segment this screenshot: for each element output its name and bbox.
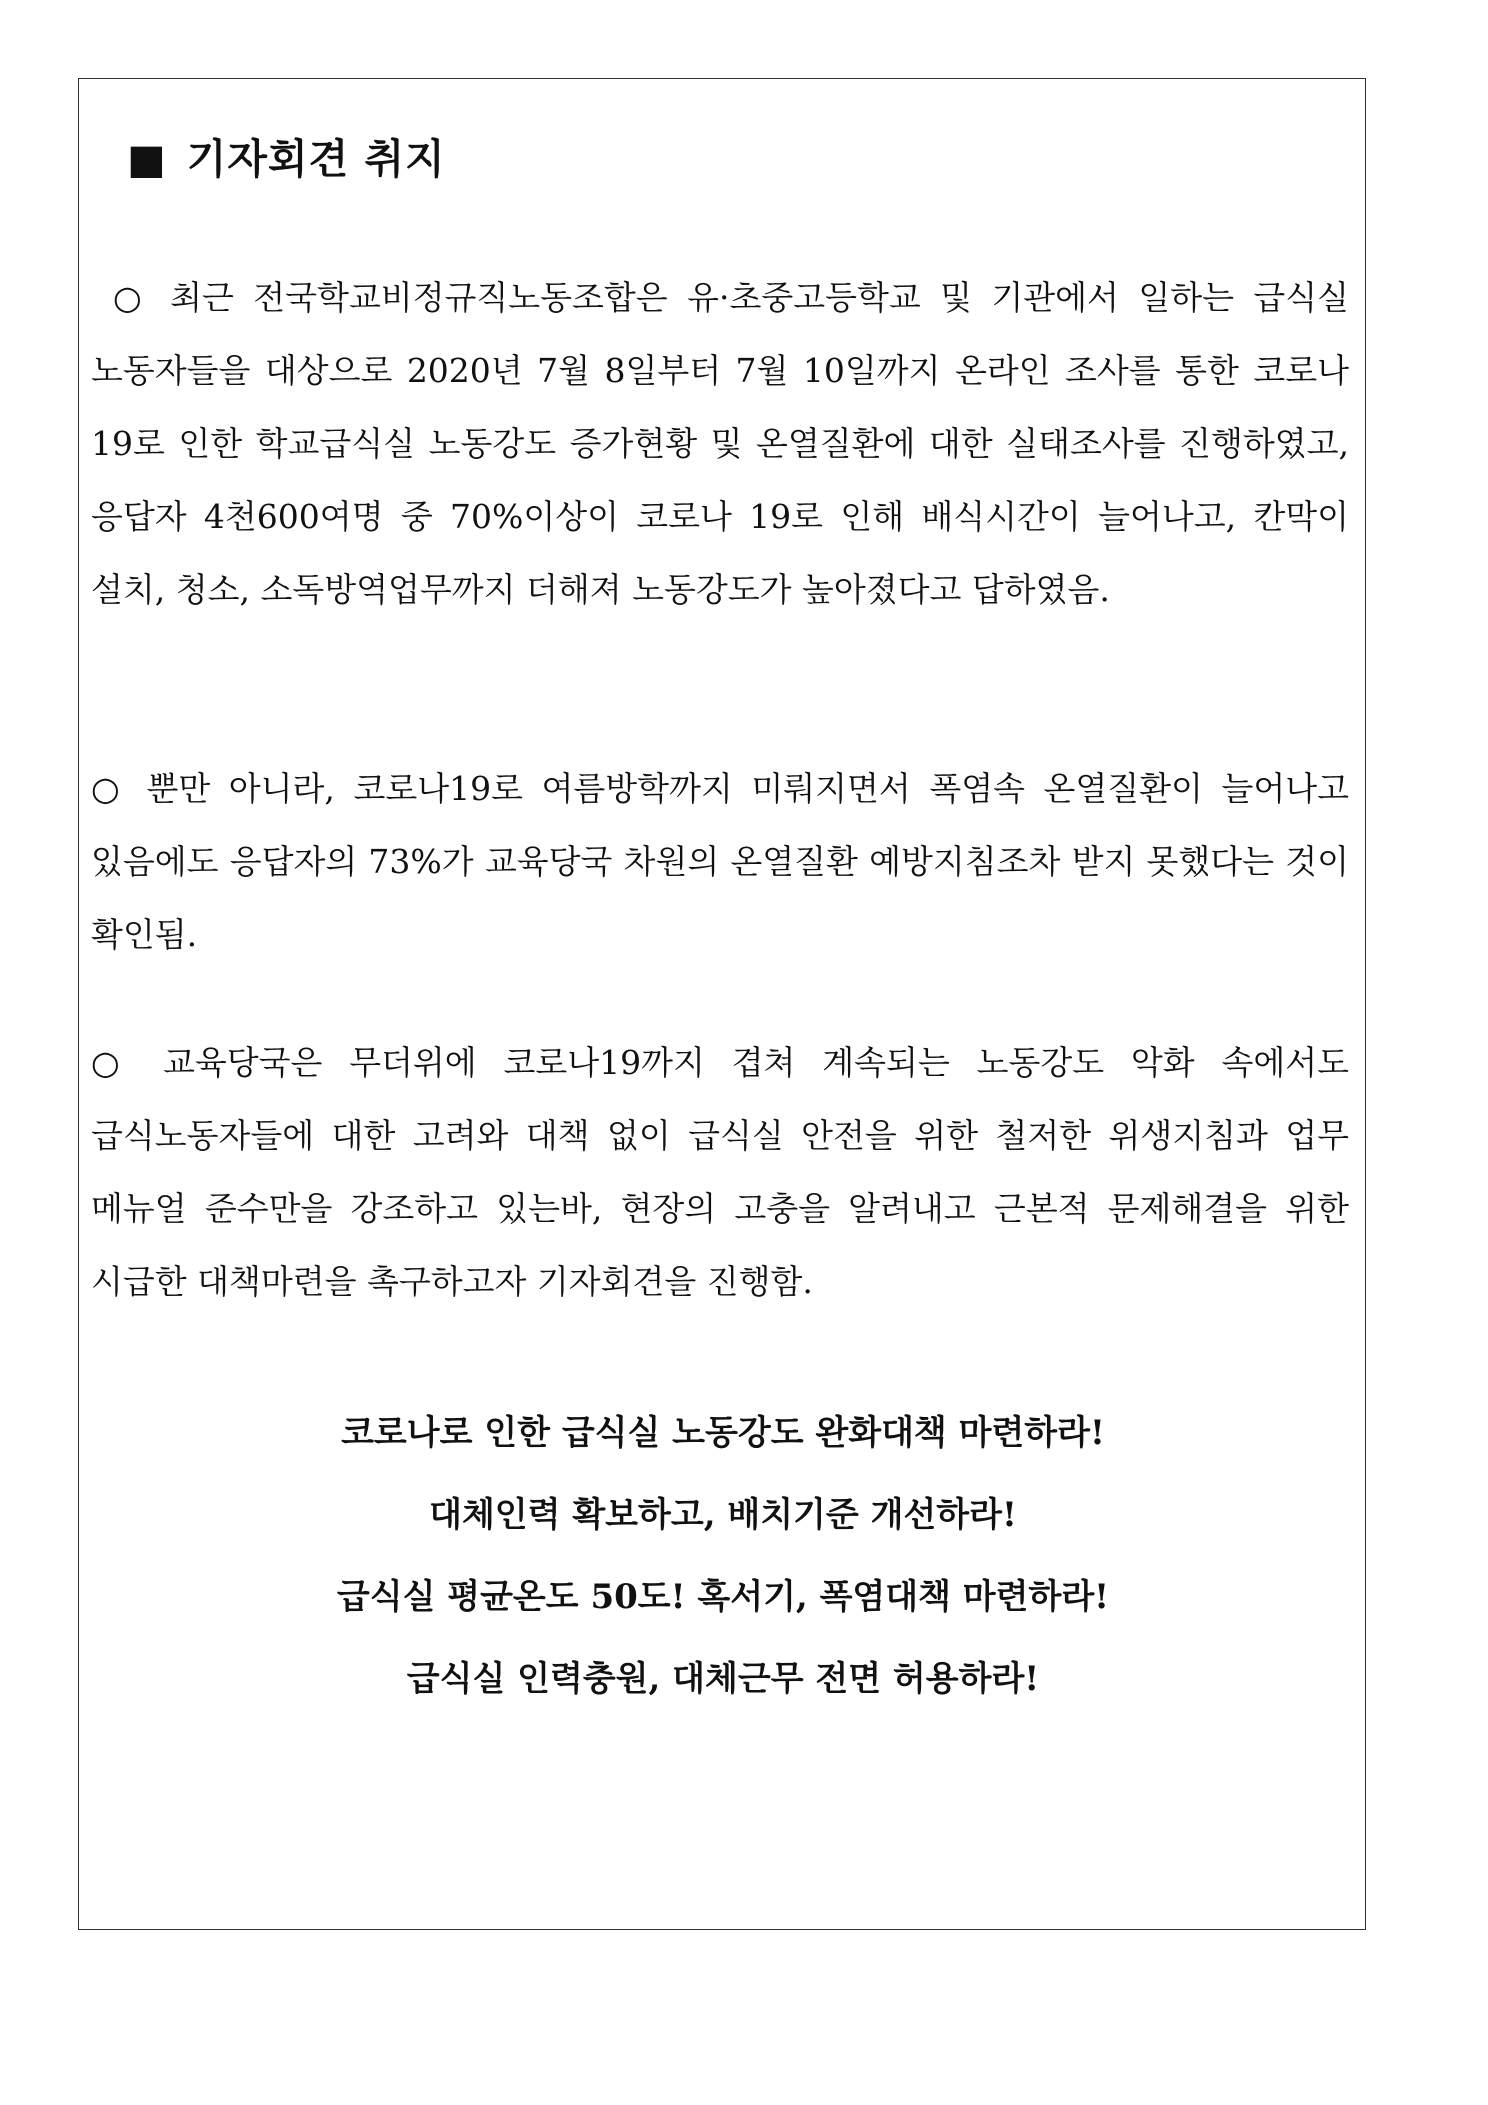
paragraph-survey-overview: ○ 최근 전국학교비정규직노동조합은 유·초중고등학교 및 기관에서 일하는 급식실 노동자들을 대상으로 2020년 7월 8일부터 7월 10일까지 온라인 조사를 통한 코로나 19로 인한 학교급식실 노동강도 증가현황 및 온열질환에 대한 실태조사를 진행하였고, 응답자 4천600여명 중 70%이상이 코로나 19로 인해 배식시간이 늘어나고, 칸막이 설치, 청소, 소독방역업무까지 더해져 노동강도가 높아졌다고 답하였음. [91, 278, 1349, 609]
paragraph-heat-illness: ○ 뿐만 아니라, 코로나19로 여름방학까지 미뤄지면서 폭염속 온열질환이 늘어나고 있음에도 응답자의 73%가 교육당국 차원의 온열질환 예방지침조차 받지 못했다는 것이 확인됨. [91, 769, 1349, 954]
paragraph-press-purpose: ○ 교육당국은 무더위에 코로나19까지 겹쳐 계속되는 노동강도 악화 속에서도 급식노동자들에 대한 고려와 대책 없이 급식실 안전을 위한 철저한 위생지침과 업무 메뉴얼 준수만을 강조하고 있는바, 현장의 고충을 알려내고 근본적 문제해결을 위한 시급한 대책마련을 촉구하고자 기자회견을 진행함. [91, 1043, 1349, 1301]
section-heading [127, 131, 446, 187]
slogan-list [79, 1392, 1367, 1720]
slogan: 코로나로 인한 급식실 노동강도 완화대책 마련하라! [341, 1413, 1105, 1453]
slogan: 급식실 평균온도 50도! 혹서기, 폭염대책 마련하라! [336, 1577, 1110, 1617]
square-bullet-icon: ■ [127, 135, 167, 183]
section-title: 기자회견 취지 [186, 135, 446, 183]
document-frame [78, 78, 1366, 1930]
slogan: 대체인력 확보하고, 배치기준 개선하라! [429, 1495, 1017, 1535]
slogan: 급식실 인력충원, 대체근무 전면 허용하라! [406, 1659, 1040, 1699]
